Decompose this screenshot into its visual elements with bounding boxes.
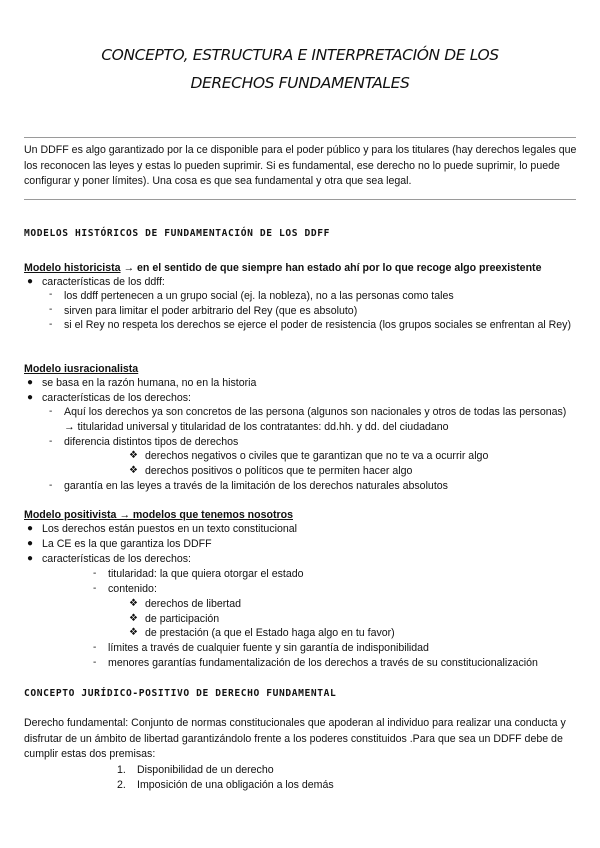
definition-paragraph: Derecho fundamental: Conjunto de normas constitucionales que apoderan al individuo para realizar una conducta y disfrutar de un ámbito de libertad garantizándolo frente a los poderes constituidos .Para que sea un DDFF debe de cumplir estas dos premisas: bbox=[24, 717, 566, 760]
positivista-bullet-1: Los derechos están puestos en un texto constitucional bbox=[42, 523, 298, 535]
positivista-title: Modelo positivista → modelos que tenemos nosotros bbox=[24, 509, 293, 521]
diamond-marker: ❖ bbox=[129, 598, 138, 609]
iusracionalista-item-3: garantía en las leyes a través de la limitación de los derechos naturales absolutos bbox=[64, 480, 448, 492]
dash-marker: - bbox=[93, 583, 97, 594]
positivista-item-2: contenido: bbox=[108, 583, 157, 595]
positivista-bullet-2: La CE es la que garantiza los DDFF bbox=[42, 538, 212, 550]
iusracionalista-bullet-2: características de los derechos: bbox=[42, 392, 191, 404]
dash-marker: - bbox=[49, 480, 53, 491]
historicista-item-2: sirven para limitar el poder arbitrario del Rey (que es absoluto) bbox=[64, 305, 358, 317]
dash-marker: - bbox=[49, 319, 53, 330]
iusracionalista-item-1: Aquí los derechos ya son concretos de las persona (algunos son nacionales y otros de todas las personas) → titularidad universal y titularidad de los contratantes: dd.hh. y dd. del ciudadano bbox=[64, 406, 567, 433]
iusracionalista-bullet-1: se basa en la razón humana, no en la historia bbox=[42, 377, 257, 389]
historicista-heading bbox=[24, 261, 541, 276]
divider-top bbox=[24, 137, 576, 138]
positivista-item-3: límites a través de cualquier fuente y sin garantía de indisponibilidad bbox=[108, 642, 429, 654]
historicista-item-1: los ddff pertenecen a un grupo social (ej. la nobleza), no a las personas como tales bbox=[64, 290, 454, 302]
historicista-item-3: si el Rey no respeta los derechos se ejerce el poder de resistencia (los grupos sociales se enfrentan al Rey) bbox=[64, 319, 571, 331]
bullet-marker: ● bbox=[27, 377, 34, 388]
iusracionalista-title: Modelo iusracionalista bbox=[24, 363, 139, 375]
dash-marker: - bbox=[49, 304, 53, 315]
dash-marker: - bbox=[49, 436, 53, 447]
section-heading-concepto: CONCEPTO JURÍDICO-POSITIVO DE DERECHO FUNDAMENTAL bbox=[24, 688, 337, 699]
section-heading-modelos: MODELOS HISTÓRICOS DE FUNDAMENTACIÓN DE LOS DDFF bbox=[24, 228, 331, 239]
premise-2: Imposición de una obligación a los demás bbox=[137, 779, 334, 791]
premise-1: Disponibilidad de un derecho bbox=[137, 764, 274, 776]
dash-marker: - bbox=[49, 406, 53, 417]
historicista-title-rest: → en el sentido de que siempre han estado ahí por lo que recoge algo preexistente bbox=[120, 262, 542, 274]
historicista-title: Modelo historicista bbox=[24, 262, 121, 274]
iusracionalista-item-2: diferencia distintos tipos de derechos bbox=[64, 436, 239, 448]
iusracionalista-subitem-1: derechos negativos o civiles que te garantizan que no te va a ocurrir algo bbox=[145, 450, 489, 462]
positivista-subitem-3: de prestación (a que el Estado haga algo en tu favor) bbox=[145, 627, 395, 639]
positivista-subitem-1: derechos de libertad bbox=[145, 598, 241, 610]
intro-paragraph: Un DDFF es algo garantizado por la ce disponible para el poder público y para los titulares (hay derechos legales que los reconocen las leyes y estas lo pueden suprimir. Si es fundamental, ese derecho no lo puede suprimir, lo puede configurar y poner límites). Una cosa es que sea fundamental y otra que sea legal. bbox=[24, 144, 577, 187]
positivista-subitem-2: de participación bbox=[145, 613, 220, 625]
positivista-bullet-3: características de los derechos: bbox=[42, 553, 191, 565]
historicista-bullet: características de los ddff: bbox=[42, 276, 165, 288]
divider-bottom bbox=[24, 199, 576, 200]
title-line-2: DERECHOS FUNDAMENTALES bbox=[190, 74, 410, 92]
positivista-item-1: titularidad: la que quiera otorgar el estado bbox=[108, 568, 304, 580]
diamond-marker: ❖ bbox=[129, 465, 138, 476]
diamond-marker: ❖ bbox=[129, 613, 138, 624]
diamond-marker: ❖ bbox=[129, 627, 138, 638]
bullet-marker: ● bbox=[27, 538, 34, 549]
premise-number-2: 2. bbox=[117, 779, 126, 791]
iusracionalista-subitem-2: derechos positivos o políticos que te permiten hacer algo bbox=[145, 465, 413, 477]
diamond-marker: ❖ bbox=[129, 450, 138, 461]
dash-marker: - bbox=[93, 642, 97, 653]
dash-marker: - bbox=[93, 568, 97, 579]
dash-marker: - bbox=[49, 289, 53, 300]
dash-marker: - bbox=[93, 657, 97, 668]
bullet-marker: ● bbox=[27, 553, 34, 564]
title-line-1: CONCEPTO, ESTRUCTURA E INTERPRETACIÓN DE LOS bbox=[101, 46, 499, 64]
bullet-marker: ● bbox=[27, 523, 34, 534]
premise-number-1: 1. bbox=[117, 764, 126, 776]
bullet-marker: ● bbox=[27, 276, 34, 287]
bullet-marker: ● bbox=[27, 392, 34, 403]
positivista-item-4: menores garantías fundamentalización de los derechos a través de su constitucionalización bbox=[108, 657, 538, 669]
